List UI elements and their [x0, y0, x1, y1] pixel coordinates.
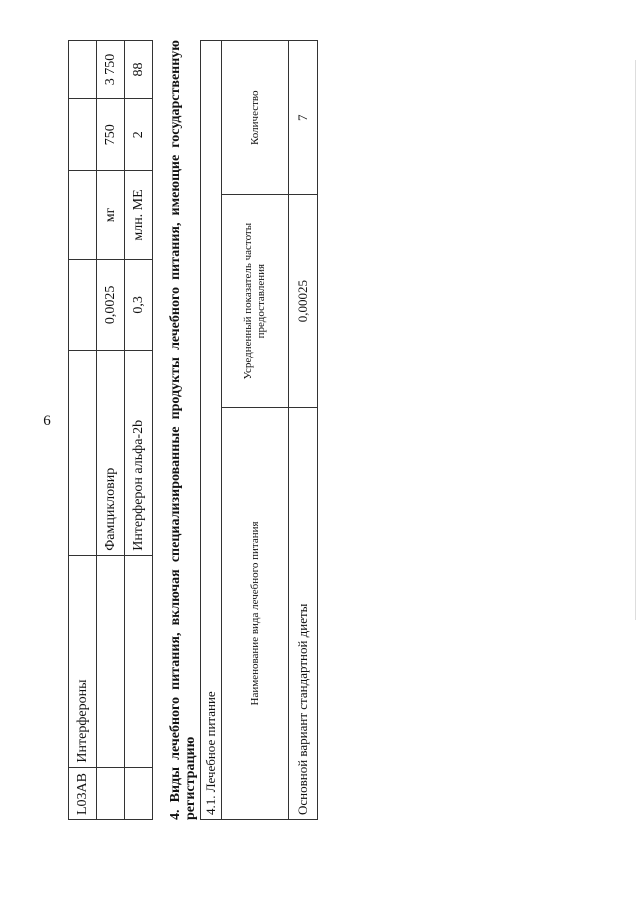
- unit-cell: млн. МЕ: [125, 171, 153, 259]
- rotated-content: [0, 0, 310, 820]
- drug-name-cell: Фамцикловир: [97, 351, 125, 556]
- section-heading: 4. Виды лечебного питания, включая специализированные продукты лечебного питания, имеющие государственную регистрацию: [168, 40, 198, 820]
- document-body: [68, 40, 368, 820]
- drug-table: [68, 40, 153, 820]
- table-row: [125, 41, 153, 820]
- drug-name-cell: Интерферон альфа-2b: [125, 351, 153, 556]
- atc-code-cell: [125, 767, 153, 819]
- atc-code-cell: L03AB: [69, 767, 97, 819]
- table-header-row: [222, 41, 289, 820]
- atc-code-cell: [97, 767, 125, 819]
- skd-cell: [69, 41, 97, 99]
- drug-group-cell: [97, 555, 125, 767]
- drug-group-cell: [125, 555, 153, 767]
- page-number: 6: [43, 413, 51, 429]
- unit-cell: мг: [97, 171, 125, 259]
- diet-table: [200, 40, 318, 820]
- header-frequency: Усредненный показатель частоты предоставления: [222, 195, 289, 407]
- skd-cell: 3 750: [97, 41, 125, 99]
- scan-edge: [635, 60, 636, 620]
- table-row: [69, 41, 97, 820]
- dose-cell: 0,3: [125, 259, 153, 351]
- dose-cell: 0,0025: [97, 259, 125, 351]
- ssd-cell: 750: [97, 99, 125, 171]
- quantity-cell: 7: [289, 41, 318, 195]
- skd-cell: 88: [125, 41, 153, 99]
- header-quantity: Количество: [222, 41, 289, 195]
- drug-group-cell: Интерфероны: [69, 555, 97, 767]
- drug-name-cell: [69, 351, 97, 556]
- table-row: [289, 41, 318, 820]
- table-row: [201, 41, 222, 820]
- table-row: [97, 41, 125, 820]
- dose-cell: [69, 259, 97, 351]
- diet-table-title: 4.1. Лечебное питание: [201, 41, 222, 820]
- diet-name-cell: Основной вариант стандартной диеты: [289, 407, 318, 819]
- ssd-cell: 2: [125, 99, 153, 171]
- header-diet-name: Наименование вида лечебного питания: [222, 407, 289, 819]
- frequency-cell: 0,00025: [289, 195, 318, 407]
- unit-cell: [69, 171, 97, 259]
- ssd-cell: [69, 99, 97, 171]
